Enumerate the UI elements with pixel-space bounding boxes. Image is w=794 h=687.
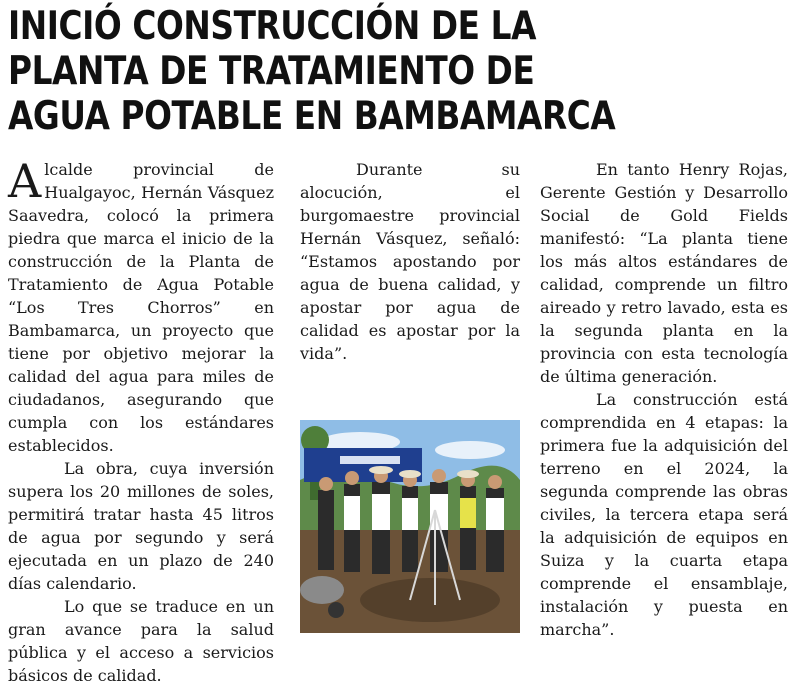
- article-paragraph-6: La construcción está comprendida en 4 etapas: la primera fue la adquisición del terreno en el 2024, la segunda comprende las obras civiles, la tercera etapa será la adquisición de equipos en Suiza y la cuarta etapa comprende el ensamblaje, instalación y puesta en marcha”.: [540, 390, 788, 639]
- headline: [8, 4, 663, 139]
- article-paragraph-5: En tanto Henry Rojas, Gerente Gestión y Desarrollo Social de Gold Fields manifestó: “La planta tiene los más altos estándares de calidad, comprende un filtro aireado y retro lavado, esta es la segunda planta en la provincia con esta tecnología de última generación.: [540, 160, 788, 386]
- article-paragraph-3: Lo que se traduce en un gran avance para la salud pública y el acceso a servicios básicos de calidad.: [8, 597, 274, 685]
- article-column-1: [8, 154, 274, 687]
- article-paragraph-1: [8, 154, 274, 457]
- article-column-2: [300, 158, 520, 365]
- headline-line-2: PLANTA DE TRATAMIENTO DE: [8, 49, 535, 94]
- drop-cap: A: [8, 154, 42, 208]
- ceremony-photo-illustration: [300, 420, 520, 633]
- article-photo: [300, 420, 520, 633]
- article-paragraph-1-text: lcalde provincial de Hualgayoc, Hernán Vásquez Saavedra, colocó la primera piedra que marca el inicio de la construcción de la Planta de Tratamiento de Agua Potable “Los Tres Chorros” en Bambamarca, un proyecto que tiene por objetivo mejorar la calidad del agua para miles de ciudadanos, asegurando que cumpla con los estándares establecidos.: [8, 160, 274, 455]
- article-paragraph-2: La obra, cuya inversión supera los 20 millones de soles, permitirá tratar hasta 45 litros de agua por segundo y será ejecutada en un plazo de 240 días calendario.: [8, 459, 274, 593]
- article-paragraph-4: Durante su alocución, el burgomaestre provincial Hernán Vásquez, señaló: “Estamos apostando por agua de buena calidad, y apostar por agua de calidad es apostar por la vida”.: [300, 160, 520, 363]
- headline-line-3: AGUA POTABLE EN BAMBAMARCA: [8, 94, 616, 139]
- article-column-3: [540, 158, 788, 641]
- headline-line-1: INICIÓ CONSTRUCCIÓN DE LA: [8, 4, 537, 49]
